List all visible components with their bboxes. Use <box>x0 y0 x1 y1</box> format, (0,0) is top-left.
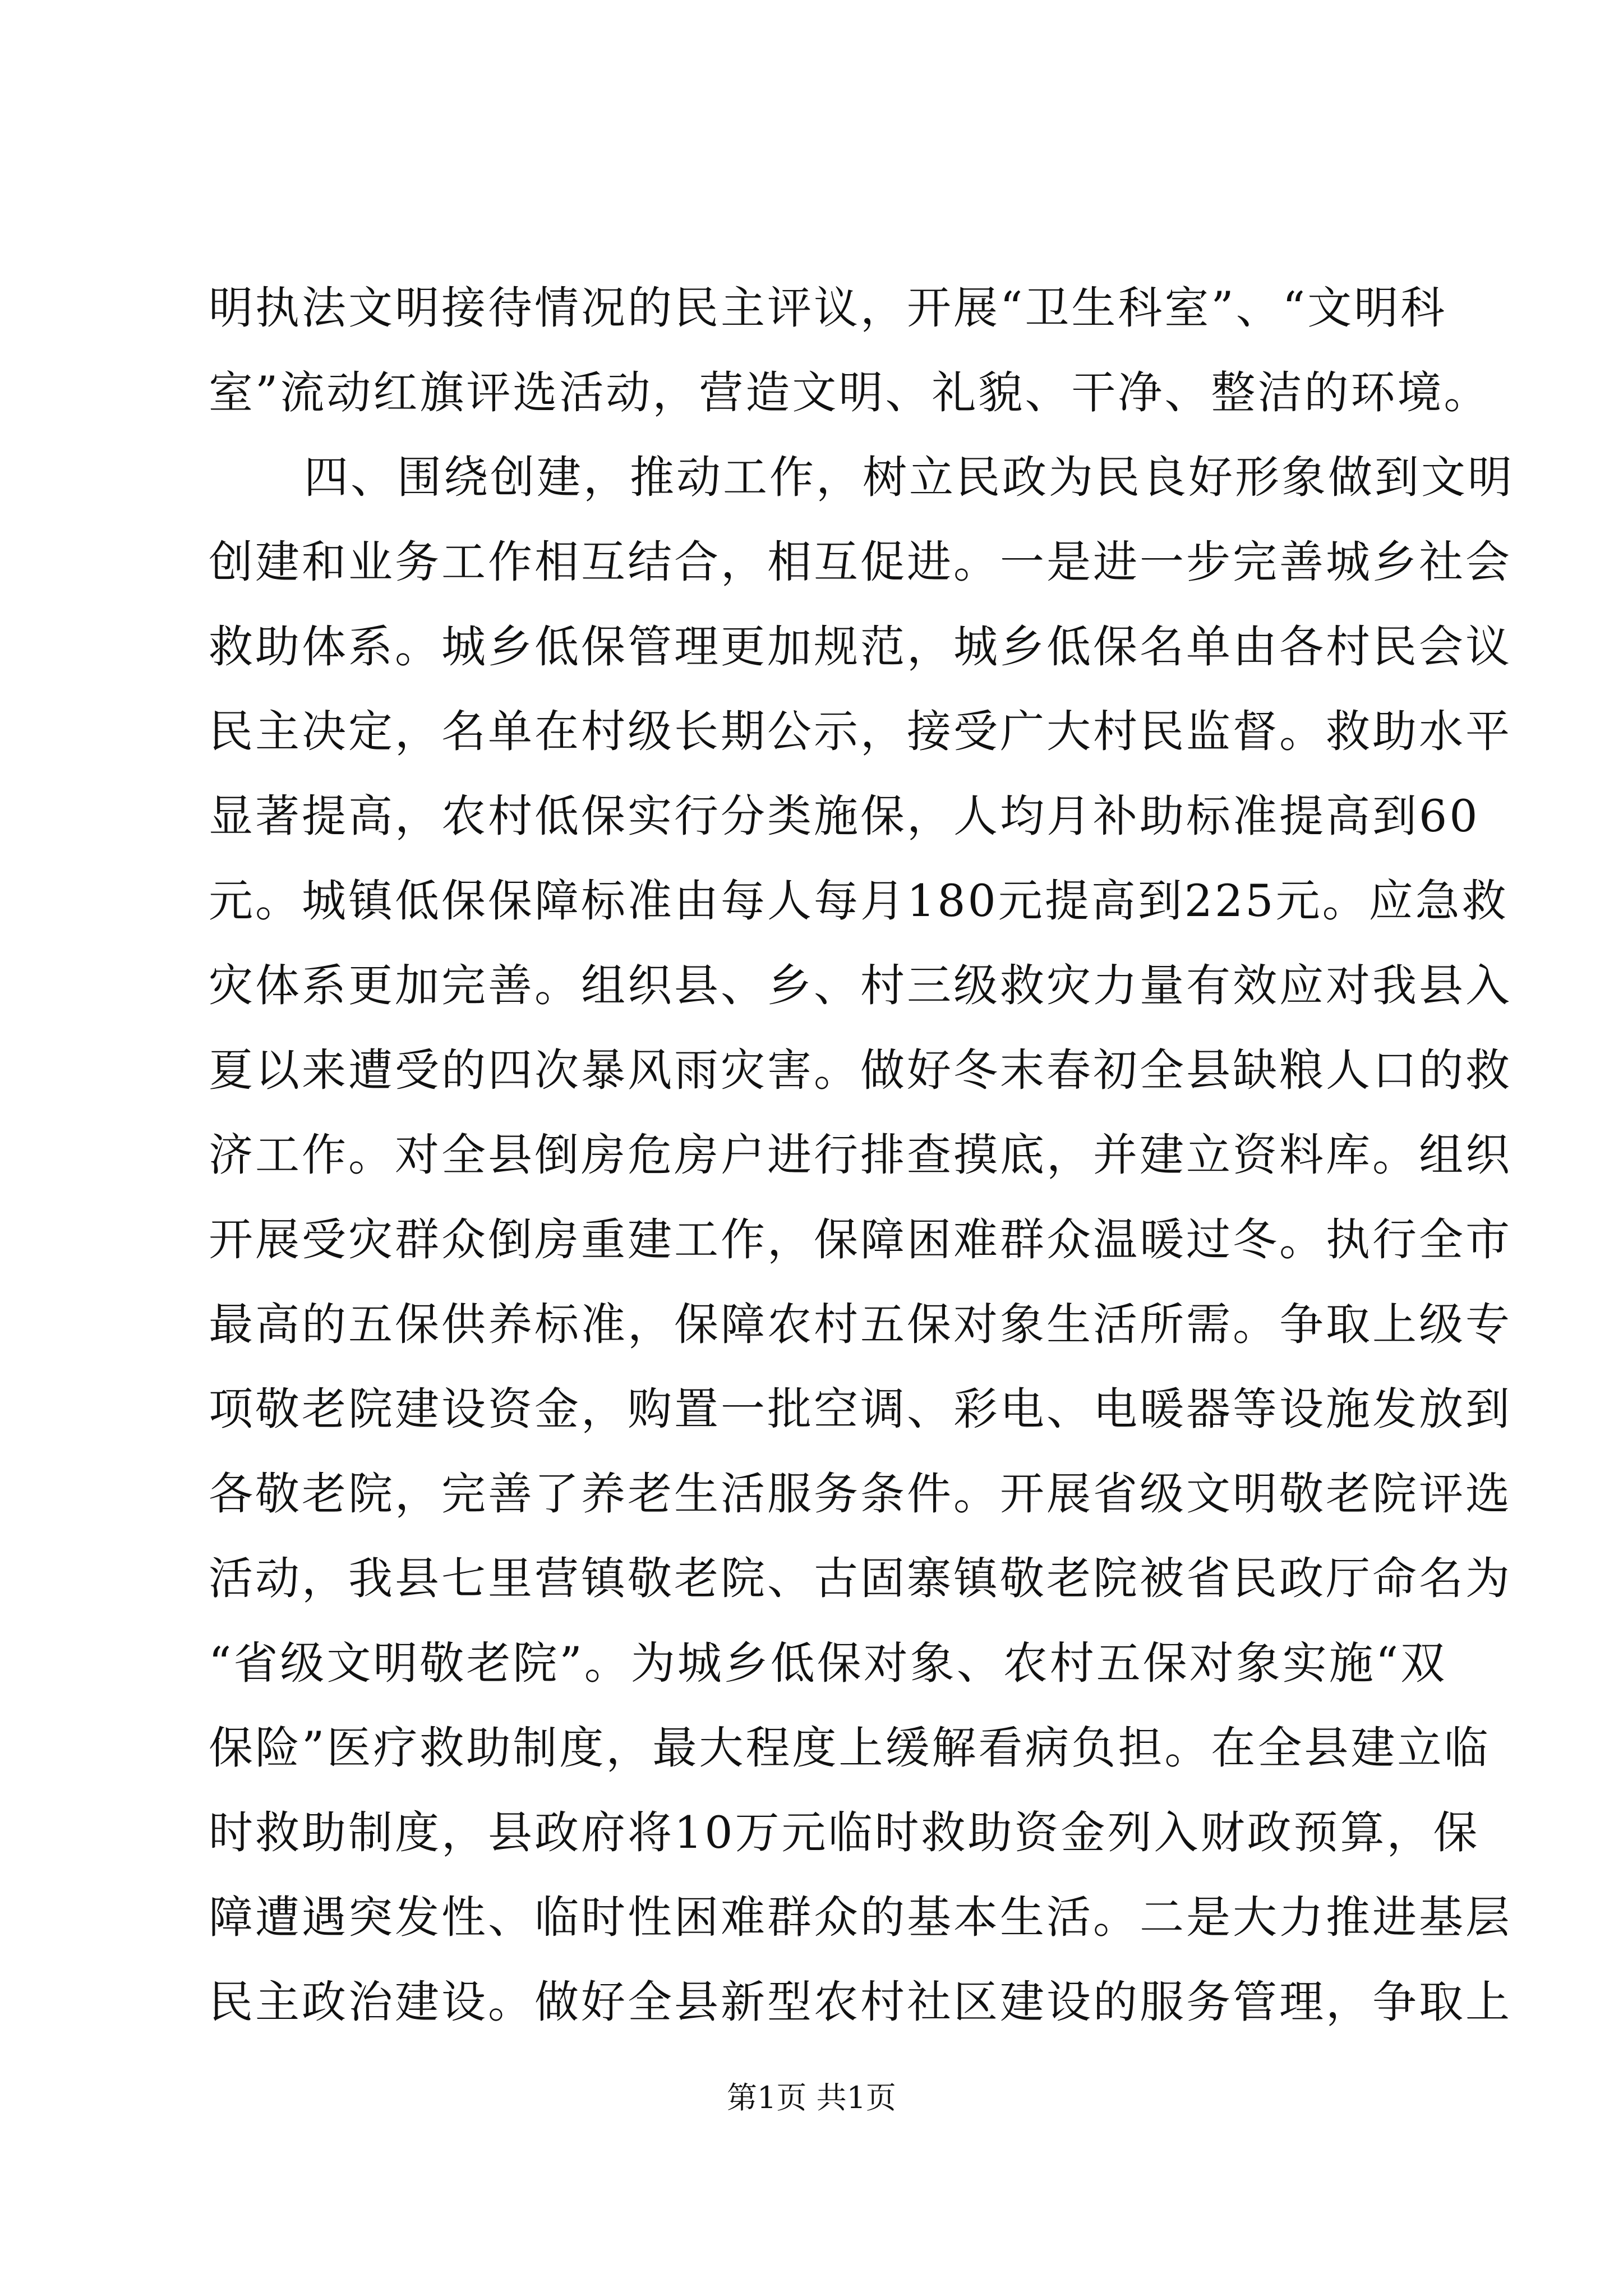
text-line-20: 障遭遇突发性、临时性困难群众的基本生活。二是大力推进基层 <box>209 1892 1512 1943</box>
text-line-18: 保险”医疗救助制度，最大程度上缓解看病负担。在全县建立临 <box>209 1722 1491 1774</box>
text-line-13: 最高的五保供养标准，保障农村五保对象生活所需。争取上级专 <box>209 1299 1512 1350</box>
text-line-15: 各敬老院，完善了养老生活服务条件。开展省级文明敬老院评选 <box>209 1468 1512 1520</box>
text-line-10: 夏以来遭受的四次暴风雨灾害。做好冬末春初全县缺粮人口的救 <box>209 1045 1512 1096</box>
text-line-19: 时救助制度，县政府将10万元临时救助资金列入财政预算，保 <box>209 1807 1480 1858</box>
text-line-1: 明执法文明接待情况的民主评议，开展“卫生科室”、“文明科 <box>209 282 1447 334</box>
text-line-4: 创建和业务工作相互结合，相互促进。一是进一步完善城乡社会 <box>209 536 1512 588</box>
text-line-16: 活动，我县七里营镇敬老院、古固寨镇敬老院被省民政厅命名为 <box>209 1553 1512 1604</box>
text-line-21: 民主政治建设。做好全县新型农村社区建设的服务管理，争取上 <box>209 1976 1512 2028</box>
text-line-5: 救助体系。城乡低保管理更加规范，城乡低保名单由各村民会议 <box>209 621 1512 673</box>
text-line-11: 济工作。对全县倒房危房户进行排查摸底，并建立资料库。组织 <box>209 1129 1512 1181</box>
text-line-2: 室”流动红旗评选活动，营造文明、礼貌、干净、整洁的环境。 <box>209 367 1491 418</box>
text-line-17: “省级文明敬老院”。为城乡低保对象、农村五保对象实施“双 <box>209 1637 1447 1689</box>
text-line-6: 民主决定，名单在村级长期公示，接受广大村民监督。救助水平 <box>209 706 1512 757</box>
text-line-14: 项敬老院建设资金，购置一批空调、彩电、电暖器等设施发放到 <box>209 1383 1512 1435</box>
text-line-7: 显著提高，农村低保实行分类施保，人均月补助标准提高到60 <box>209 790 1480 842</box>
page-footer: 第1页 共1页 <box>727 2080 896 2115</box>
text-line-8: 元。城镇低保保障标准由每人每月180元提高到225元。应急救 <box>209 875 1509 927</box>
text-line-9: 灾体系更加完善。组织县、乡、村三级救灾力量有效应对我县入 <box>209 960 1512 1011</box>
text-line-3-paragraph-start: 四、围绕创建，推动工作，树立民政为民良好形象做到文明 <box>304 452 1514 503</box>
document-body <box>209 266 1514 2045</box>
text-line-12: 开展受灾群众倒房重建工作，保障困难群众温暖过冬。执行全市 <box>209 1214 1512 1266</box>
